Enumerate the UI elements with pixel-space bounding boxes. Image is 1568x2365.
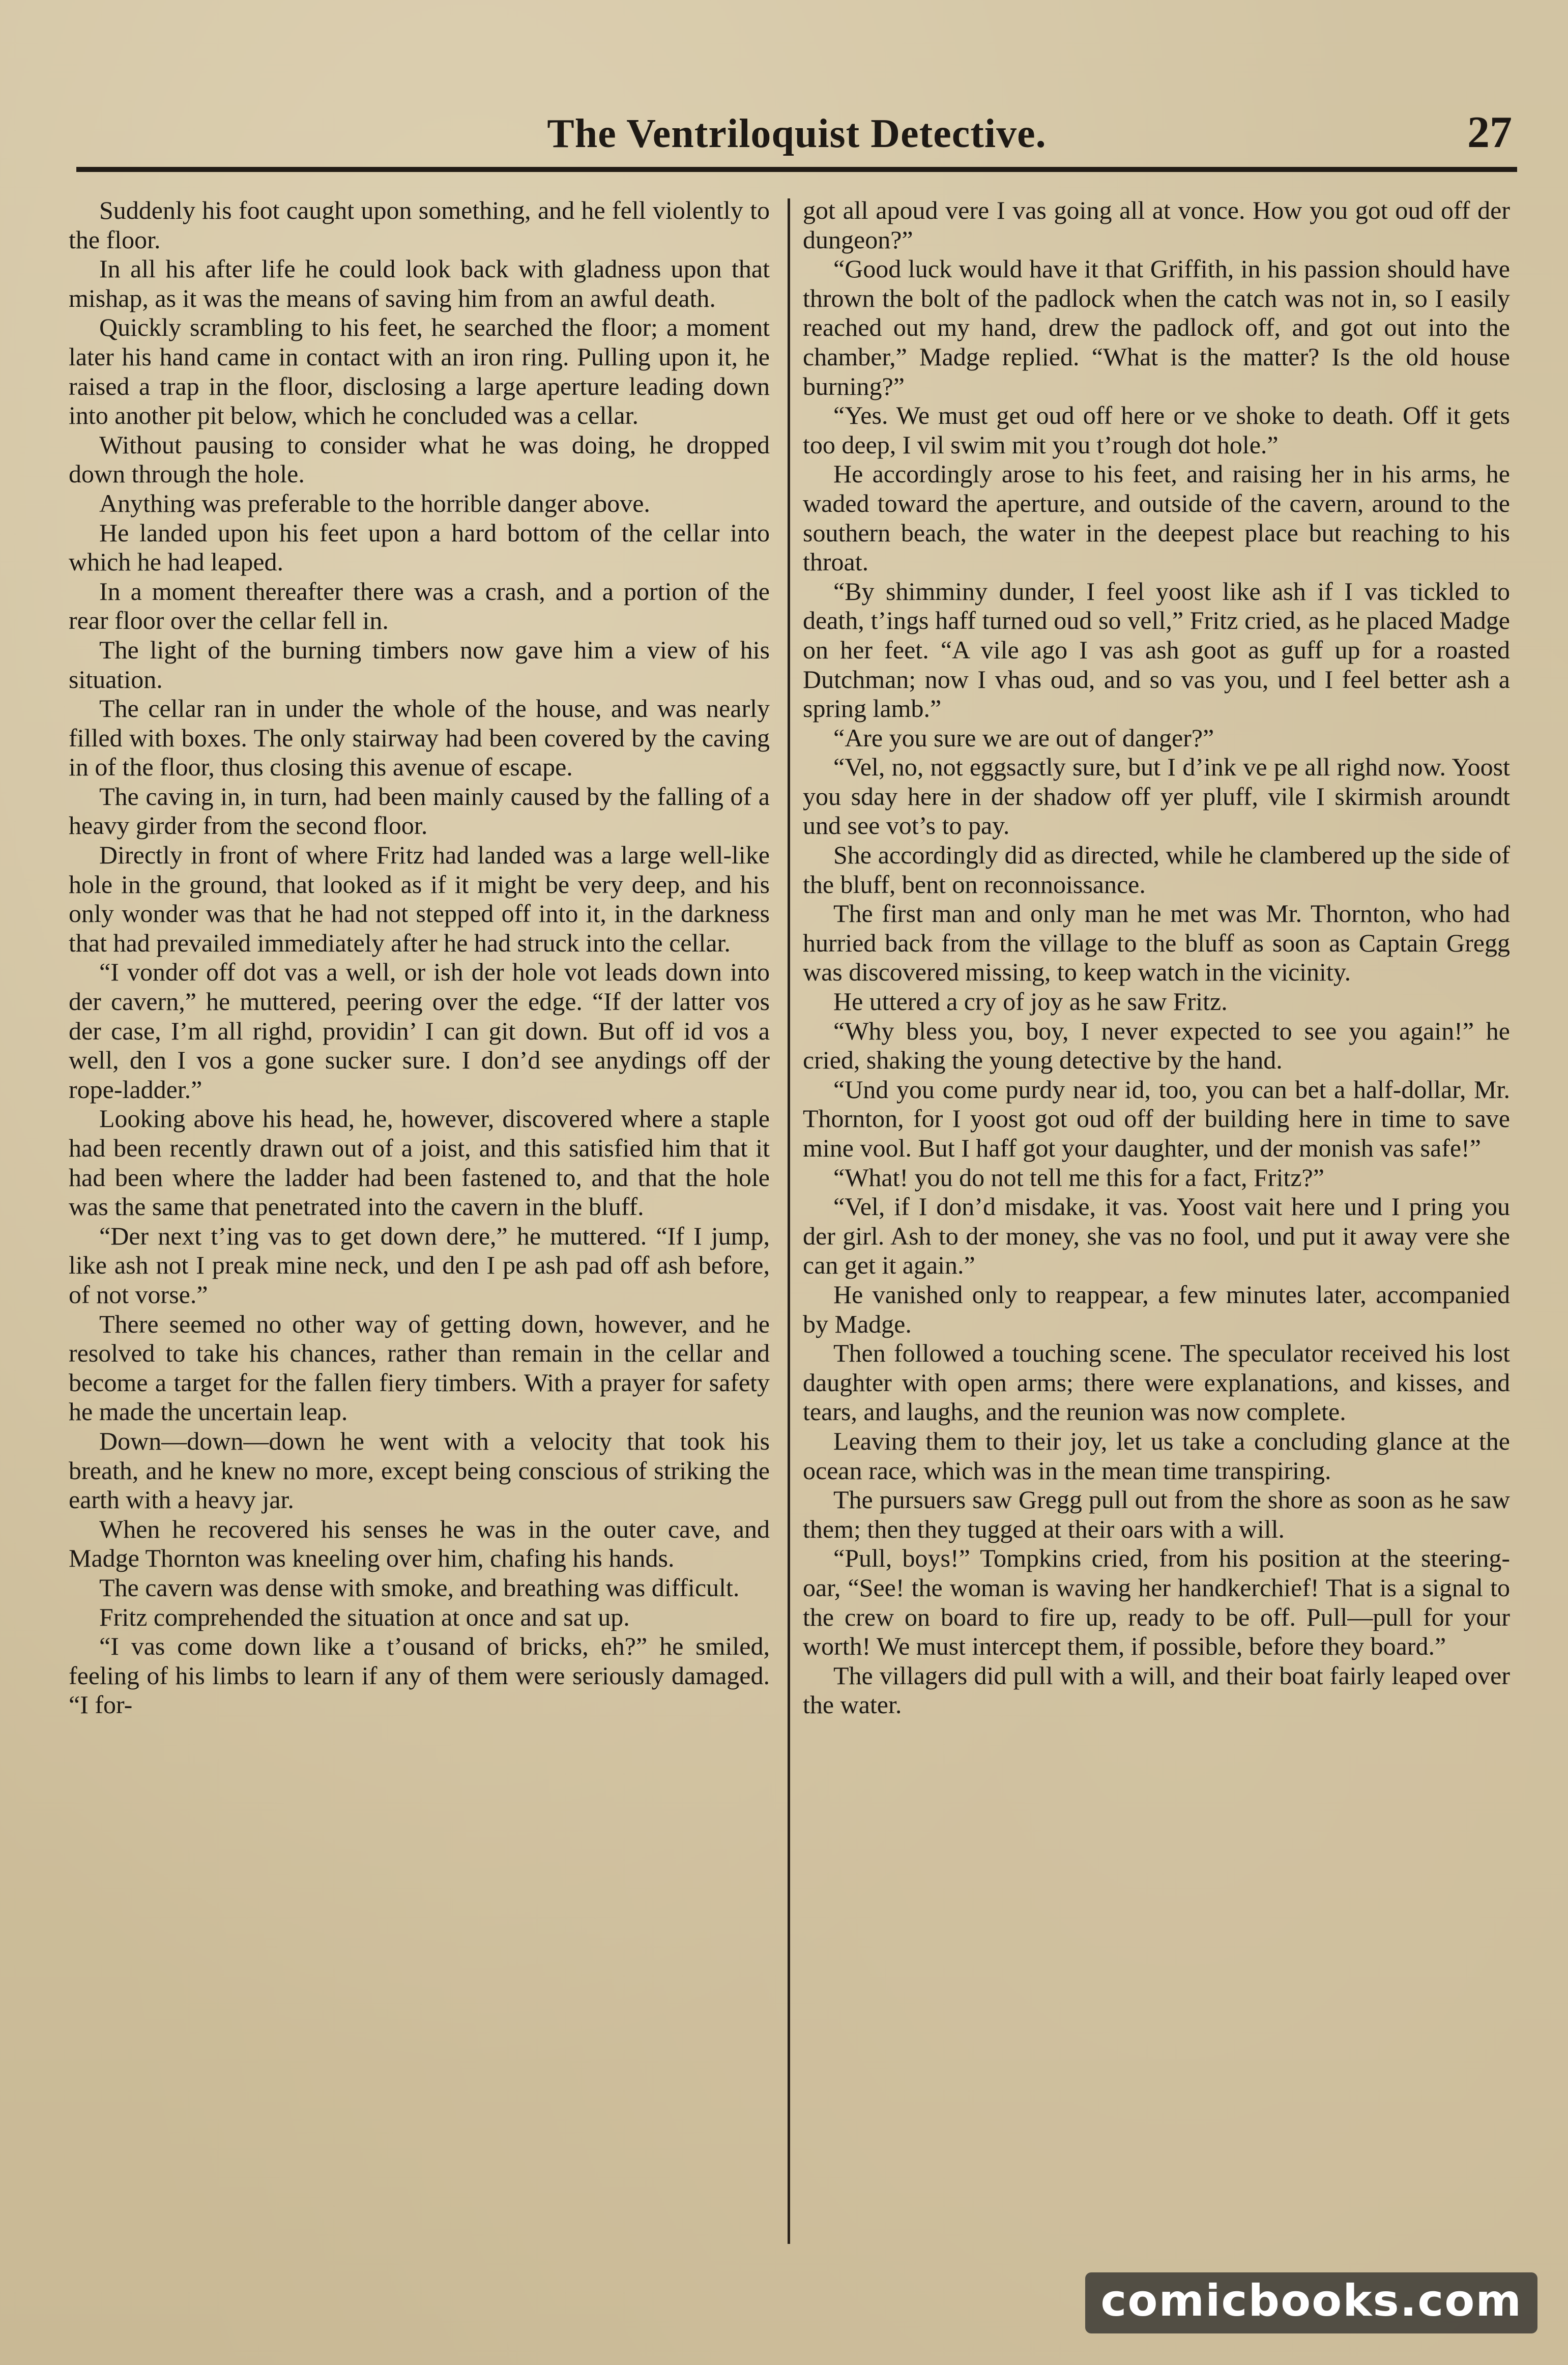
paragraph: The pursuers saw Gregg pull out from the shore as soon as he saw them; then they tugged at their oars with a will. xyxy=(803,1485,1510,1543)
page-number: 27 xyxy=(1467,108,1512,157)
paragraph: Leaving them to their joy, let us take a concluding glance at the ocean race, which was in the mean time transpiring. xyxy=(803,1426,1510,1485)
paragraph-continuation: got all apoud vere I vas going all at vonce. How you got oud off der dungeon?” xyxy=(803,196,1510,254)
right-column xyxy=(803,196,1510,1720)
paragraph: He landed upon his feet upon a hard bottom of the cellar into which he had leaped. xyxy=(69,518,770,576)
paragraph: “I vas come down like a t’ousand of bricks, eh?” he smiled, feeling of his limbs to learn if any of them were seriously damaged. “I for- xyxy=(69,1632,770,1719)
paragraph: “By shimminy dunder, I feel yoost like ash if I vas tickled to death, t’ings haff turned oud so vell,” Fritz cried, as he placed Madge on her feet. “A vile ago I vas ash goot as guff up for a roasted Dutchman; now I vhas oud, and so vas you, und I feel better ash a spring lamb.” xyxy=(803,576,1510,723)
paragraph: Fritz comprehended the situation at once and sat up. xyxy=(99,1602,630,1631)
page-header xyxy=(76,102,1517,173)
paragraph: The cavern was dense with smoke, and breathing was difficult. xyxy=(99,1573,740,1602)
paragraph: Then followed a touching scene. The speculator received his lost daughter with open arms; there were explanations, and kisses, and tears, and laughs, and the reunion was now complete. xyxy=(803,1339,1510,1426)
paragraph: Quickly scrambling to his feet, he searched the floor; a moment later his hand came in contact with an iron ring. Pulling upon it, he raised a trap in the floor, disclosing a large aperture leading down into another pit below, which he concluded was a cellar. xyxy=(69,313,770,430)
header-rule xyxy=(76,167,1517,172)
paragraph: Suddenly his foot caught upon something, and he fell violently to the floor. xyxy=(69,196,770,254)
paragraph: “Der next t’ing vas to get down dere,” he muttered. “If I jump, like ash not I preak mine neck, und den I pe ash pad off ash before, of not vorse.” xyxy=(69,1221,770,1309)
paragraph: “What! you do not tell me this for a fact, Fritz?” xyxy=(833,1163,1324,1192)
paragraph: The villagers did pull with a will, and their boat fairly leaped over the water. xyxy=(803,1661,1510,1719)
paragraph: When he recovered his senses he was in the outer cave, and Madge Thornton was kneeling over him, chafing his hands. xyxy=(69,1514,770,1573)
site-watermark: comicbooks.com xyxy=(1085,2272,1537,2333)
paragraph: “Good luck would have it that Griffith, in his passion should have thrown the bolt of the padlock when the catch was not in, so I easily reached out my hand, drew the padlock off, and got out into the chamber,” Madge replied. “What is the matter? Is the old house burning?” xyxy=(803,254,1510,400)
column-divider xyxy=(788,198,790,2244)
paragraph: Directly in front of where Fritz had landed was a large well-like hole in the ground, that looked as if it might be very deep, and his only wonder was that he had not stepped off into it, in the darkness that had prevailed immediately after he had struck into the cellar. xyxy=(69,841,770,957)
paragraph: Down—down—down he went with a velocity that took his breath, and he knew no more, except being conscious of striking the earth with a heavy jar. xyxy=(69,1426,770,1514)
left-column xyxy=(69,196,770,1720)
paragraph: “Why bless you, boy, I never expected to see you again!” he cried, shaking the young detective by the hand. xyxy=(803,1016,1510,1075)
paragraph: “Pull, boys!” Tompkins cried, from his position at the steering-oar, “See! the woman is waving her handkerchief! That is a signal to the crew on board to fire up, ready to be off. Pull—pull for your worth! We must intercept them, if possible, before they board.” xyxy=(803,1544,1510,1661)
paragraph: He uttered a cry of joy as he saw Fritz. xyxy=(833,987,1228,1016)
paragraph: Anything was preferable to the horrible danger above. xyxy=(99,488,650,517)
paragraph: Without pausing to consider what he was doing, he dropped down through the hole. xyxy=(69,430,770,488)
paragraph: The first man and only man he met was Mr. Thornton, who had hurried back from the village to the bluff as soon as Captain Gregg was discovered missing, to keep watch in the vicinity. xyxy=(803,899,1510,987)
paragraph: She accordingly did as directed, while he clambered up the side of the bluff, bent on reconnoissance. xyxy=(803,841,1510,899)
running-title: The Ventriloquist Detective. xyxy=(547,111,1047,156)
paragraph: The caving in, in turn, had been mainly caused by the falling of a heavy girder from the second floor. xyxy=(69,782,770,840)
paragraph: “I vonder off dot vas a well, or ish der hole vot leads down into der cavern,” he muttered, peering over the edge. “If der latter vos der case, I’m all righd, providin’ I can git down. But off id vos a well, den I vos a gone sucker sure. I don’d see anydings off der rope-ladder.” xyxy=(69,958,770,1104)
paragraph: Looking above his head, he, however, discovered where a staple had been recently drawn out of a joist, and this satisfied him that it had been where the ladder had been fastened to, and that the hole was the same that penetrated into the cavern in the bluff. xyxy=(69,1104,770,1221)
paragraph: “Vel, no, not eggsactly sure, but I d’ink ve pe all righd now. Yoost you sday here in der shadow off yer pluff, vile I skirmish aroundt und see vot’s to pay. xyxy=(803,753,1510,840)
paragraph: The light of the burning timbers now gave him a view of his situation. xyxy=(69,635,770,694)
paragraph: In all his after life he could look back with gladness upon that mishap, as it was the means of saving him from an awful death. xyxy=(69,254,770,312)
paragraph: “Yes. We must get oud off here or ve shoke to death. Off it gets too deep, I vil swim mit you t’rough dot hole.” xyxy=(803,401,1510,459)
paragraph: “Vel, if I don’d misdake, it vas. Yoost vait here und I pring you der girl. Ash to der money, she vas no fool, und put it away vere she can get it again.” xyxy=(803,1192,1510,1280)
paragraph: “Und you come purdy near id, too, you can bet a half-dollar, Mr. Thornton, for I yoost got oud off der building here in time to save mine vool. But I haff got your daughter, und der monish vas safe!” xyxy=(803,1075,1510,1162)
paragraph: He vanished only to reappear, a few minutes later, accompanied by Madge. xyxy=(803,1280,1510,1338)
paragraph: There seemed no other way of getting down, however, and he resolved to take his chances, rather than remain in the cellar and become a target for the fallen fiery timbers. With a prayer for safety he made the uncertain leap. xyxy=(69,1309,770,1426)
paragraph: “Are you sure we are out of danger?” xyxy=(833,723,1214,752)
paragraph: The cellar ran in under the whole of the house, and was nearly filled with boxes. The only stairway had been covered by the caving in of the floor, thus closing this avenue of escape. xyxy=(69,694,770,782)
paragraph: He accordingly arose to his feet, and raising her in his arms, he waded toward the aperture, and outside of the cavern, around to the southern beach, the water in the deepest place but reaching to his throat. xyxy=(803,459,1510,576)
paragraph: In a moment thereafter there was a crash, and a portion of the rear floor over the cellar fell in. xyxy=(69,576,770,635)
